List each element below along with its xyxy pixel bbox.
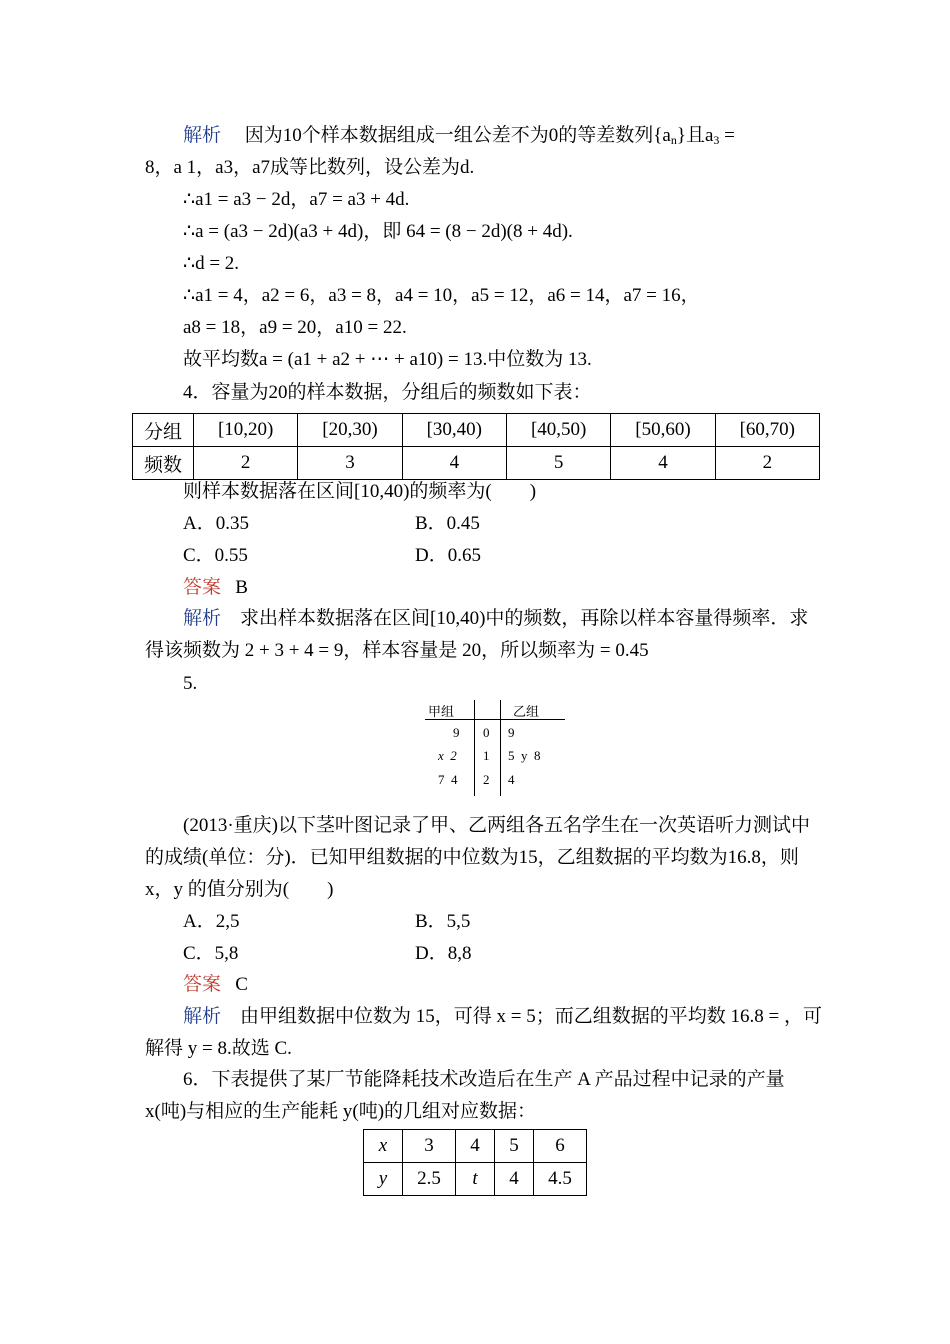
stem-value: 1 [483, 748, 490, 763]
stem-divider-left [474, 700, 475, 796]
table-row [133, 414, 820, 447]
analysis-line-7: a8 = 18，a9 = 20，a10 = 22. [183, 317, 407, 338]
subscript: n [670, 133, 677, 147]
stem-divider-right [500, 700, 501, 796]
q5-line-2: 的成绩(单位：分)．已知甲组数据的中位数为15，乙组数据的平均数为16.8，则 [145, 847, 799, 868]
table-cell: t [456, 1163, 495, 1196]
analysis-line-8: 故平均数a = (a1 + a2 + ⋯ + a10) = 13.中位数为 13. [183, 349, 592, 370]
table-cell: [10,20) [194, 414, 298, 447]
stem-right-leaf: 5 y 8 [508, 748, 541, 763]
table-cell: x [364, 1130, 403, 1163]
q4-option-d: D．0.65 [415, 545, 481, 566]
table-row [133, 447, 820, 480]
q4-option-a: A．0.35 [183, 513, 249, 534]
answer-label: 答案 [183, 577, 222, 598]
analysis-text: 求出样本数据落在区间[10,40)中的频数，再除以样本容量得频率．求 [240, 608, 809, 629]
answer-label: 答案 [183, 974, 222, 995]
q4-analysis-2: 得该频数为 2 + 3 + 4 = 9，样本容量是 20，所以频率为 = 0.45 [145, 640, 649, 661]
frequency-table [132, 413, 820, 480]
stem-header-left: 甲组 [428, 704, 455, 719]
analysis-line-6: ∴a1 = 4，a2 = 6，a3 = 8，a4 = 10，a5 = 12，a6 = 14，a7 = 16， [183, 285, 700, 306]
analysis-line-3: ∴a1 = a3 − 2d，a7 = a3 + 4d. [183, 189, 410, 210]
analysis-line-1 [183, 123, 735, 153]
stem-left-leaf: 9 [453, 725, 460, 740]
q5-option-c: C．5,8 [183, 943, 239, 964]
q5-analysis-1 [183, 1004, 822, 1030]
q4-option-b: B．0.45 [415, 513, 480, 534]
table-cell: [20,30) [298, 414, 402, 447]
stem-header-right: 乙组 [513, 704, 540, 719]
stem-value: 2 [483, 772, 490, 787]
xy-table [363, 1129, 587, 1196]
table-cell: [50,60) [611, 414, 715, 447]
q4-option-c: C．0.55 [183, 545, 248, 566]
table-cell: 2 [715, 447, 819, 480]
stem-right-leaf: 9 [508, 725, 515, 740]
table-cell: 4 [611, 447, 715, 480]
stem-value: 0 [483, 725, 490, 740]
q5-line-1: (2013·重庆)以下茎叶图记录了甲、乙两组各五名学生在一次英语听力测试中 [183, 815, 810, 836]
q4-stem: 4．容量为20的样本数据，分组后的频数如下表： [183, 382, 592, 403]
subscript: 3 [713, 133, 720, 147]
analysis-line-5: ∴d = 2. [183, 253, 240, 274]
table-cell: 4 [495, 1163, 534, 1196]
table-cell: 频数 [133, 447, 194, 480]
q6-line-2: x(吨)与相应的生产能耗 y(吨)的几组对应数据： [145, 1101, 537, 1122]
table-cell: 4 [402, 447, 506, 480]
table-cell: 4.5 [534, 1163, 587, 1196]
q5-analysis-2: 解得 y = 8.故选 C. [145, 1038, 292, 1059]
stem-left-leaf: x 2 [438, 748, 457, 763]
q6-line-1: 6．下表提供了某厂节能降耗技术改造后在生产 A 产品过程中记录的产量 [183, 1069, 785, 1090]
analysis-text: 由甲组数据中位数为 15，可得 x = 5；而乙组数据的平均数 16.8 = ，可 [240, 1006, 822, 1027]
q5-line-3: x，y 的值分别为( ) [145, 879, 334, 900]
q4-question: 则样本数据落在区间[10,40)的频率为( ) [183, 481, 537, 502]
stem-right-leaf: 4 [508, 772, 515, 787]
table-row [364, 1130, 587, 1163]
q5-option-b: B．5,5 [415, 911, 471, 932]
table-cell: [60,70) [715, 414, 819, 447]
q5-number: 5. [183, 673, 198, 694]
analysis-line-2: 8，a 1，a3，a7成等比数列，设公差为d. [145, 157, 475, 178]
analysis-text: }且a [676, 125, 714, 146]
table-cell: [30,40) [402, 414, 506, 447]
q4-analysis-1 [183, 606, 808, 632]
table-cell: 4 [456, 1130, 495, 1163]
q5-option-d: D．8,8 [415, 943, 472, 964]
table-cell: 分组 [133, 414, 194, 447]
analysis-text: 因为10个样本数据组成一组公差不为0的等差数列{a [244, 125, 671, 146]
q5-option-a: A．2,5 [183, 911, 240, 932]
answer-value: B [235, 577, 248, 598]
stem-leaf-plot [425, 700, 565, 796]
table-cell: 6 [534, 1130, 587, 1163]
answer-value: C [235, 974, 248, 995]
analysis-label: 解析 [183, 125, 222, 146]
table-cell: 2.5 [403, 1163, 456, 1196]
table-cell: y [364, 1163, 403, 1196]
analysis-label: 解析 [183, 1006, 222, 1027]
q4-answer [183, 575, 248, 601]
analysis-text: = [719, 125, 735, 146]
table-cell: 3 [403, 1130, 456, 1163]
table-cell: 5 [506, 447, 610, 480]
analysis-label: 解析 [183, 608, 222, 629]
table-cell: 2 [194, 447, 298, 480]
table-cell: 5 [495, 1130, 534, 1163]
q5-answer [183, 972, 248, 998]
table-cell: [40,50) [506, 414, 610, 447]
analysis-line-4: ∴a = (a3 − 2d)(a3 + 4d)，即 64 = (8 − 2d)(8 + 4d). [183, 221, 573, 242]
table-cell: 3 [298, 447, 402, 480]
table-row [364, 1163, 587, 1196]
stem-left-leaf: 7 4 [438, 772, 458, 787]
